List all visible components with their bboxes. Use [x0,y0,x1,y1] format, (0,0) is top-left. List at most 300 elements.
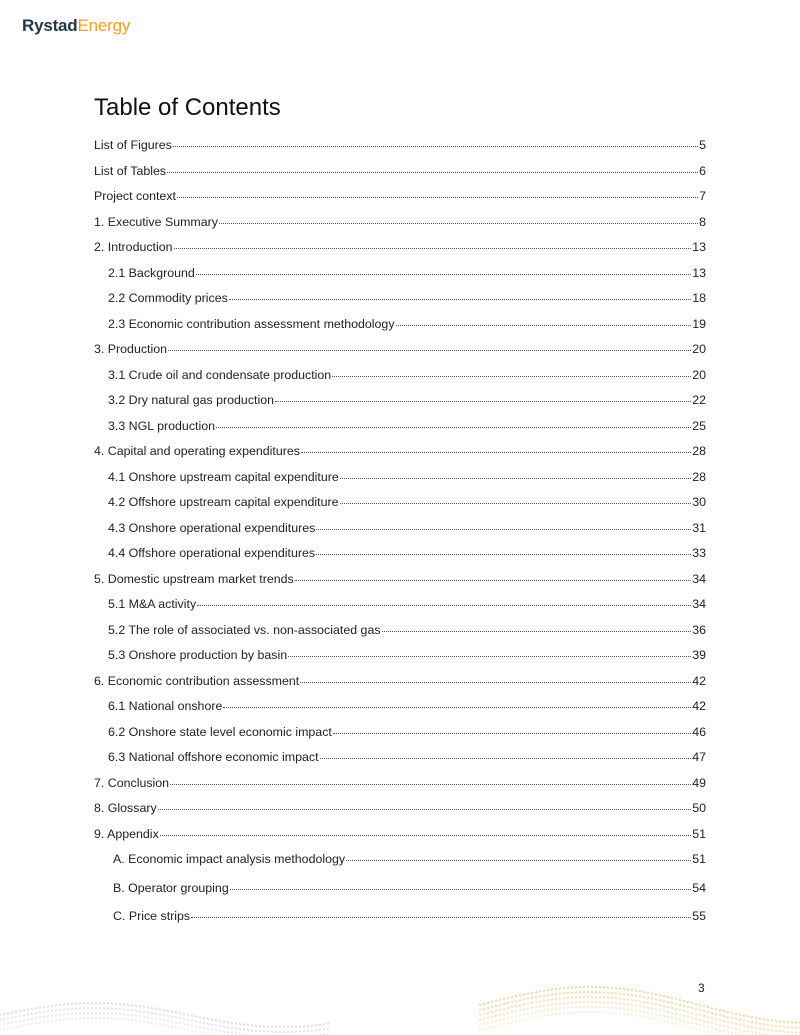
footer-dot [607,1007,609,1009]
toc-entry-label: C. Price strips [113,909,191,924]
footer-dot [51,1010,53,1012]
footer-dot [711,1022,713,1024]
footer-dot [151,1007,153,1009]
footer-dot [251,1025,253,1027]
footer-dot [667,996,669,998]
footer-dot [515,1005,517,1007]
footer-dot [75,1003,77,1005]
footer-dot [783,1021,785,1023]
footer-dot [39,1017,41,1019]
footer-dot [291,1026,293,1028]
toc-entry-page: 30 [692,495,706,510]
footer-dot [479,1024,481,1026]
footer-dot [499,1024,501,1026]
footer-dot [55,1014,57,1016]
footer-dot [519,1009,521,1011]
footer-dot [663,1010,665,1012]
footer-dot [311,1030,313,1032]
footer-dot [619,1013,621,1015]
footer-dot [499,1014,501,1016]
footer-dot [679,999,681,1001]
toc-entry-label: 6.3 National offshore economic impact [108,750,319,765]
footer-dot [263,1026,265,1028]
footer-dot [523,1009,525,1011]
footer-dot [55,1009,57,1011]
footer-dot [587,986,589,988]
footer-dot [563,1012,565,1014]
toc-entry[interactable] [94,239,706,254]
footer-dot [103,1007,105,1009]
toc-entry-label: Project context [94,189,176,204]
footer-dot [503,1018,505,1020]
toc-entry[interactable] [94,622,706,637]
footer-dot [679,1024,681,1026]
footer-dot [599,986,601,988]
footer-dot [559,1003,561,1005]
footer-dot [655,994,657,996]
footer-dot [503,1023,505,1025]
footer-dot [531,1012,533,1014]
footer-dot [199,1021,201,1023]
footer-dot [79,1012,81,1014]
footer-dot [579,1006,581,1008]
toc-entry[interactable] [94,596,706,611]
footer-dot [487,1007,489,1009]
footer-dot [515,1010,517,1012]
footer-dot [159,1019,161,1021]
footer-dot [619,1008,621,1010]
footer-dot [259,1030,261,1032]
footer-dot [691,1012,693,1014]
footer-dot [499,1019,501,1021]
toc-entry-label: 4.2 Offshore upstream capital expenditure [108,495,339,510]
footer-dot [763,1028,765,1030]
footer-dot [699,1029,701,1031]
footer-dot [715,1023,717,1025]
footer-dot [495,1000,497,1002]
footer-dot [159,1009,161,1011]
footer-dot [483,1028,485,1030]
toc-entry-label: 6.2 Onshore state level economic impact [108,725,332,740]
footer-dot [615,1012,617,1014]
footer-dot [547,989,549,991]
footer-dot [163,1024,165,1026]
footer-dot [675,1013,677,1015]
footer-dot [215,1019,217,1021]
footer-dot [151,1022,153,1024]
toc-dot-leader [229,287,691,300]
footer-dot [191,1020,193,1022]
footer-dot [147,1017,149,1019]
footer-dot [319,1029,321,1031]
footer-dot [575,1001,577,1003]
footer-dot [787,1031,789,1033]
footer-dot [735,1018,737,1020]
footer-dot [187,1024,189,1026]
footer-dot [619,998,621,1000]
footer-dot [631,1004,633,1006]
footer-dot [255,1030,257,1032]
footer-dot [203,1032,205,1034]
footer-dot [171,1021,173,1023]
toc-entry-label: 5. Domestic upstream market trends [94,572,294,587]
toc-dot-leader [230,877,691,890]
toc-entry[interactable] [94,469,706,484]
footer-dot [675,1008,677,1010]
footer-dot [215,1029,217,1031]
footer-dot [603,1006,605,1008]
footer-dot [91,1017,93,1019]
footer-dot [107,1012,109,1014]
footer-dot [603,996,605,998]
footer-dot [95,1007,97,1009]
footer-dot [483,1023,485,1025]
toc-entry-page: 55 [692,909,706,924]
toc-entry[interactable] [94,316,706,331]
footer-dot [79,1017,81,1019]
footer-dot [59,1019,61,1021]
footer-dot [591,1001,593,1003]
footer-dot [551,1014,553,1016]
footer-dot [111,1018,113,1020]
footer-dot [143,1021,145,1023]
footer-dot [647,992,649,994]
toc-entry[interactable] [94,137,706,152]
footer-dot [19,1025,21,1027]
footer-dot [295,1031,297,1033]
footer-dot [219,1030,221,1032]
footer-dot [187,1014,189,1016]
toc-entry[interactable] [94,775,706,790]
footer-dot [695,1018,697,1020]
footer-dot [683,1015,685,1017]
toc-entry[interactable] [94,188,706,203]
toc-entry-label: List of Tables [94,164,167,179]
footer-dot [271,1026,273,1028]
footer-dot [191,1015,193,1017]
toc-entry-label: 3.1 Crude oil and condensate production [108,368,332,383]
footer-dot [739,1024,741,1026]
footer-dot [515,1020,517,1022]
footer-dot [723,1030,725,1032]
footer-dot [743,1030,745,1032]
footer-dot [99,1007,101,1009]
toc-entry-page: 47 [692,750,706,765]
footer-dot [167,1010,169,1012]
footer-dot [747,1026,749,1028]
toc-entry-label: 4.3 Onshore operational expenditures [108,521,316,536]
toc-entry[interactable] [94,520,706,535]
toc-entry-page: 20 [692,368,706,383]
toc-entry-label: 5.1 M&A activity [108,597,197,612]
footer-dot [599,1001,601,1003]
footer-dot [535,991,537,993]
footer-dot [119,1013,121,1015]
footer-dot [247,1029,249,1031]
footer-dot [495,1025,497,1027]
footer-dot [643,1001,645,1003]
footer-dot [719,1014,721,1016]
footer-dot [235,1028,237,1030]
footer-dot [487,1012,489,1014]
footer-dot [791,1022,793,1024]
footer-dot [131,1014,133,1016]
toc-entry[interactable] [94,545,706,560]
footer-dot [511,996,513,998]
footer-dot [543,990,545,992]
footer-dot [651,998,653,1000]
footer-dot [639,1016,641,1018]
footer-dot [43,1021,45,1023]
footer-dot [291,1031,293,1033]
footer-dot [595,1011,597,1013]
footer-dot [39,1012,41,1014]
footer-dot [139,1015,141,1017]
footer-dot [691,1027,693,1029]
footer-dot [127,1009,129,1011]
footer-dot [667,1016,669,1018]
footer-dot [303,1025,305,1027]
footer-dot [663,1020,665,1022]
toc-entry[interactable] [94,800,706,815]
footer-dot [31,1008,33,1010]
footer-dot [539,990,541,992]
toc-entry[interactable] [94,698,706,713]
toc-entry-label: 4.1 Onshore upstream capital expenditure [108,470,339,485]
footer-dot [647,1017,649,1019]
footer-dot [615,1002,617,1004]
toc-entry-page: 19 [692,317,706,332]
footer-dot [491,1011,493,1013]
footer-dot [495,1020,497,1022]
footer-dot [111,1008,113,1010]
footer-dot [763,1018,765,1020]
toc-entry[interactable] [94,494,706,509]
footer-dot [75,1013,77,1015]
footer-dot [47,1005,49,1007]
footer-dot [595,1006,597,1008]
footer-dot [515,995,517,997]
toc-dot-leader [160,823,691,836]
footer-dot [687,1006,689,1008]
footer-dot [583,986,585,988]
footer-dot [727,1021,729,1023]
footer-dot [759,1023,761,1025]
footer-dot [47,1010,49,1012]
toc-entry[interactable] [94,367,706,382]
footer-dot [659,1014,661,1016]
footer-dot [731,1017,733,1019]
footer-dot [627,1014,629,1016]
footer-dot [283,1026,285,1028]
toc-entry[interactable] [94,341,706,356]
toc-entry-label: List of Figures [94,138,172,153]
footer-dot [699,1009,701,1011]
footer-dot [507,1022,509,1024]
footer-dot [595,996,597,998]
footer-dot [167,1015,169,1017]
toc-entry-label: 6.1 National onshore [108,699,223,714]
footer-dot [771,1025,773,1027]
footer-dot [59,1014,61,1016]
footer-dot [11,1012,13,1014]
toc-entry[interactable] [94,826,706,841]
footer-dot [707,1026,709,1028]
footer-dot [123,1014,125,1016]
footer-dot [715,1028,717,1030]
footer-dot [23,1009,25,1011]
footer-dot [7,1028,9,1030]
toc-entry[interactable] [94,214,706,229]
toc-entry[interactable] [94,724,706,739]
footer-dot [599,991,601,993]
footer-dot [535,996,537,998]
footer-dot [767,1019,769,1021]
footer-dot [595,986,597,988]
toc-entry-page: 50 [692,801,706,816]
footer-dot [235,1023,237,1025]
toc-entry-page: 20 [692,342,706,357]
footer-dot [699,1019,701,1021]
footer-dot [755,1032,757,1034]
footer-dot [251,1030,253,1032]
footer-dot [699,1014,701,1016]
footer-dot [711,1017,713,1019]
toc-entry-label: 6. Economic contribution assessment [94,674,300,689]
footer-dot [779,1025,781,1027]
footer-dot [567,997,569,999]
footer-dot [655,1019,657,1021]
toc-dot-leader [382,619,692,632]
logo-text-accent: Energy [77,16,131,35]
footer-dot [615,1007,617,1009]
footer-dot [259,1025,261,1027]
footer-dot [527,1013,529,1015]
toc-entry[interactable] [94,290,706,305]
footer-dot [711,1012,713,1014]
footer-dot [515,1015,517,1017]
footer-dot [575,996,577,998]
footer-dot [675,1003,677,1005]
footer-dot [707,1021,709,1023]
footer-dot [303,1030,305,1032]
footer-dot [615,997,617,999]
toc-entry[interactable] [94,880,706,895]
footer-dot [631,1014,633,1016]
toc-dot-leader [316,542,691,555]
toc-entry[interactable] [94,851,706,866]
toc-entry[interactable] [94,418,706,433]
toc-entry[interactable] [94,749,706,764]
footer-dot [495,1010,497,1012]
footer-dot [651,1018,653,1020]
footer-dot [679,1014,681,1016]
toc-dot-leader [219,211,698,224]
toc-entry-label: A. Economic impact analysis methodology [113,852,346,867]
footer-dot [639,1006,641,1008]
footer-dot [507,997,509,999]
footer-dot [519,999,521,1001]
footer-dot [163,1019,165,1021]
toc-entry[interactable] [94,571,706,586]
footer-dot [587,1011,589,1013]
footer-dot [183,1028,185,1030]
toc-entry[interactable] [94,673,706,688]
footer-dot [27,1014,29,1016]
footer-dot [603,1011,605,1013]
footer-dot [795,1027,797,1029]
toc-entry-page: 46 [692,725,706,740]
footer-dot [527,1008,529,1010]
toc-entry[interactable] [94,392,706,407]
footer-dot [571,987,573,989]
footer-dot [743,1015,745,1017]
footer-dot [587,991,589,993]
footer-dot [67,1013,69,1015]
footer-dot [579,1001,581,1003]
footer-dot [539,1000,541,1002]
footer-dot [7,1023,9,1025]
footer-dot [579,991,581,993]
footer-dot [703,1030,705,1032]
toc-entry[interactable] [94,163,706,178]
toc-entry[interactable] [94,443,706,458]
toc-entry[interactable] [94,908,706,923]
footer-dot [267,1026,269,1028]
footer-dot [695,1003,697,1005]
footer-dot [707,1006,709,1008]
footer-dot [15,1016,17,1018]
toc-entry[interactable] [94,647,706,662]
footer-dot [635,1010,637,1012]
footer-dot [583,991,585,993]
footer-dot [727,1016,729,1018]
footer-dot [711,1007,713,1009]
toc-entry-label: 3.2 Dry natural gas production [108,393,274,408]
footer-dot [651,1003,653,1005]
footer-dot [19,1010,21,1012]
footer-dot [771,1020,773,1022]
footer-dot [191,1030,193,1032]
footer-dot [499,999,501,1001]
footer-dot [63,1014,65,1016]
logo-text-primary: Rystad [22,16,78,35]
footer-dot [623,1003,625,1005]
footer-dot [219,1020,221,1022]
footer-dot [779,1020,781,1022]
toc-dot-leader [275,389,691,402]
footer-dot [647,1007,649,1009]
footer-dot [747,1016,749,1018]
toc-entry[interactable] [94,265,706,280]
footer-dot [579,996,581,998]
footer-dot [639,996,641,998]
footer-dot [35,1017,37,1019]
footer-dot [199,1026,201,1028]
footer-dot [135,1005,137,1007]
footer-dot [703,1025,705,1027]
footer-dot [619,988,621,990]
footer-dot [275,1031,277,1033]
footer-dot [3,1018,5,1020]
toc-entry-page: 6 [699,164,706,179]
footer-dot [491,1016,493,1018]
footer-dot [127,1019,129,1021]
toc-entry-page: 5 [699,138,706,153]
footer-dot [787,1021,789,1023]
footer-dot [639,1001,641,1003]
footer-dot [703,1015,705,1017]
